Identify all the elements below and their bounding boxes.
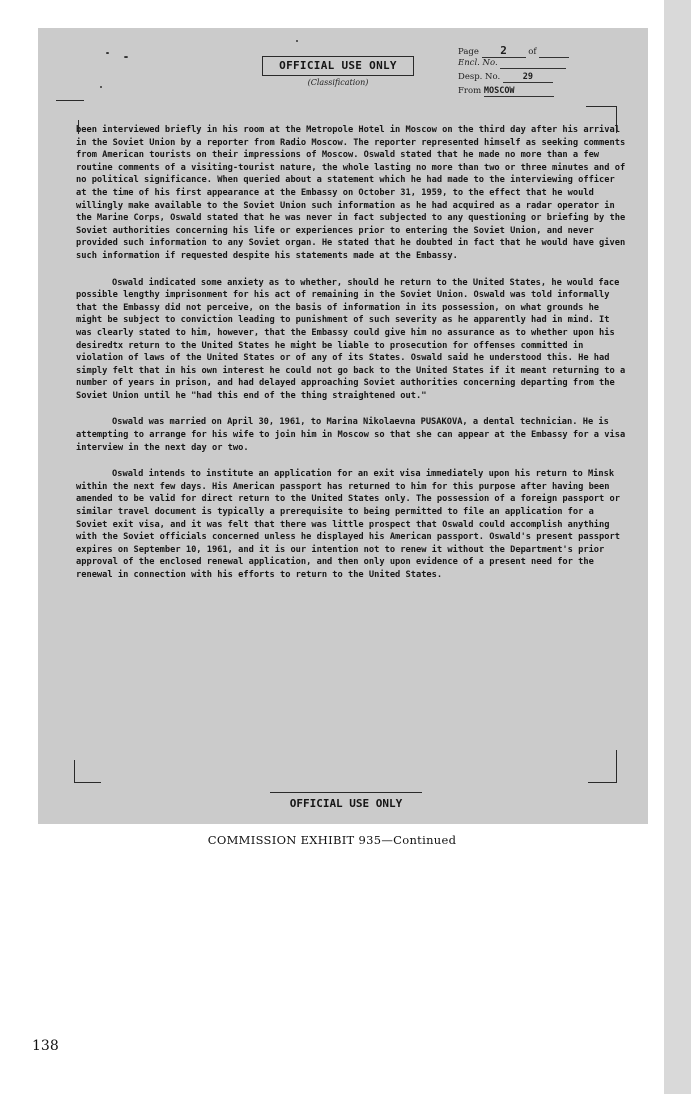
from-field: From MOSCOW: [458, 86, 554, 97]
speck: [100, 86, 102, 88]
corner-mark-bottom-left: [74, 760, 101, 783]
classification-label: (Classification): [307, 78, 369, 87]
exhibit-caption: COMMISSION EXHIBIT 935—Continued: [207, 833, 457, 847]
classification-text: OFFICIAL USE ONLY: [279, 59, 397, 72]
document-photocopy: [38, 28, 648, 824]
speck: [106, 52, 109, 54]
page-field: Page 2 of: [458, 44, 569, 58]
speck: [124, 56, 128, 58]
from-value: MOSCOW: [483, 86, 515, 96]
paragraph-1: been interviewed briefly in his room at the Metropole Hotel in Moscow on the third day after his arrival in the Soviet Union by a reporter from Radio Moscow. The reporter represented himself as seeking comments from American tourists on their impressions of Moscow. Oswald stated that he made no more than a few routine comments of a visiting-tourist nature, the whole lasting no more than two or three minutes and of no political significance. When queried about a statement which he had made to the interviewing officer at the time of his first appearance at the Embassy on October 31, 1959, to the effect that he would willingly make available to the Soviet Union such information as he had acquired as a radar operator in the Marine Corps, Oswald stated that he was never in fact subjected to any questioning or briefing by the Soviet authorities concerning his life or experiences prior to entering the Soviet Union, and never provided such information to any Soviet organ. He stated that he doubted in fact that he would have given such information if requested despite his statements made at the Embassy.: [76, 125, 626, 261]
footer-classification-box: [270, 792, 422, 809]
footer-classification-text: OFFICIAL USE ONLY: [289, 797, 403, 810]
memo-body: [76, 124, 628, 596]
desp-value: 29: [522, 72, 533, 82]
corner-mark-bottom-right: [588, 750, 617, 783]
page-edge-strip: [664, 0, 691, 1094]
encl-field: Encl. No.: [458, 58, 566, 69]
page-number: 138: [32, 1038, 59, 1054]
page-value: 2: [500, 44, 507, 57]
classification-box: [262, 56, 414, 76]
paragraph-2: Oswald indicated some anxiety as to whether, should he return to the United States, he would face possible lengthy imprisonment for his act of remaining in the Soviet Union. Oswald was told informally that the Embassy did not perceive, on the basis of information in its possession, on what grounds he might be subject to conviction leading to punishment of such severity as he apparently had in mind. It was clearly stated to him, however, that the Embassy could give him no assurance as to whether upon his desiredtx return to the United States he might be liable to prosecution for offenses committed in violation of laws of the United States or of any of its States. Oswald said he understood this. He had simply felt that in his own interest he could not go back to the United States if it meant returning to a number of years in prison, and had delayed approaching Soviet authorities concerning departing from the Soviet Union until he "had this end of the thing straightened out.": [76, 277, 626, 401]
speck: [296, 40, 298, 42]
paragraph-3: Oswald was married on April 30, 1961, to Marina Nikolaevna PUSAKOVA, a dental technician. He is attempting to arrange for his wife to join him in Moscow so that she can appear at the Embassy for a visa interview in the next day or two.: [76, 417, 626, 453]
corner-mark-top-left: [56, 100, 84, 107]
paragraph-4: Oswald intends to institute an application for an exit visa immediately upon his return to Minsk within the next few days. His American passport has returned to him for this purpose after having been amended to be valid for direct return to the United States only. The possession of a foreign passport or similar travel document is typically a prerequisite to being permitted to file an application for a Soviet exit visa, and it was felt that there was little prospect that Oswald could accomplish anything with the Soviet officials concerned unless he displayed his American passport. Oswald's present passport expires on September 10, 1961, and it is our intention not to renew it without the Department's prior approval of the enclosed renewal application, and then only upon evidence of a present need for the renewal in connection with his efforts to return to the United States.: [76, 469, 620, 580]
desp-field: Desp. No. 29: [458, 72, 553, 83]
